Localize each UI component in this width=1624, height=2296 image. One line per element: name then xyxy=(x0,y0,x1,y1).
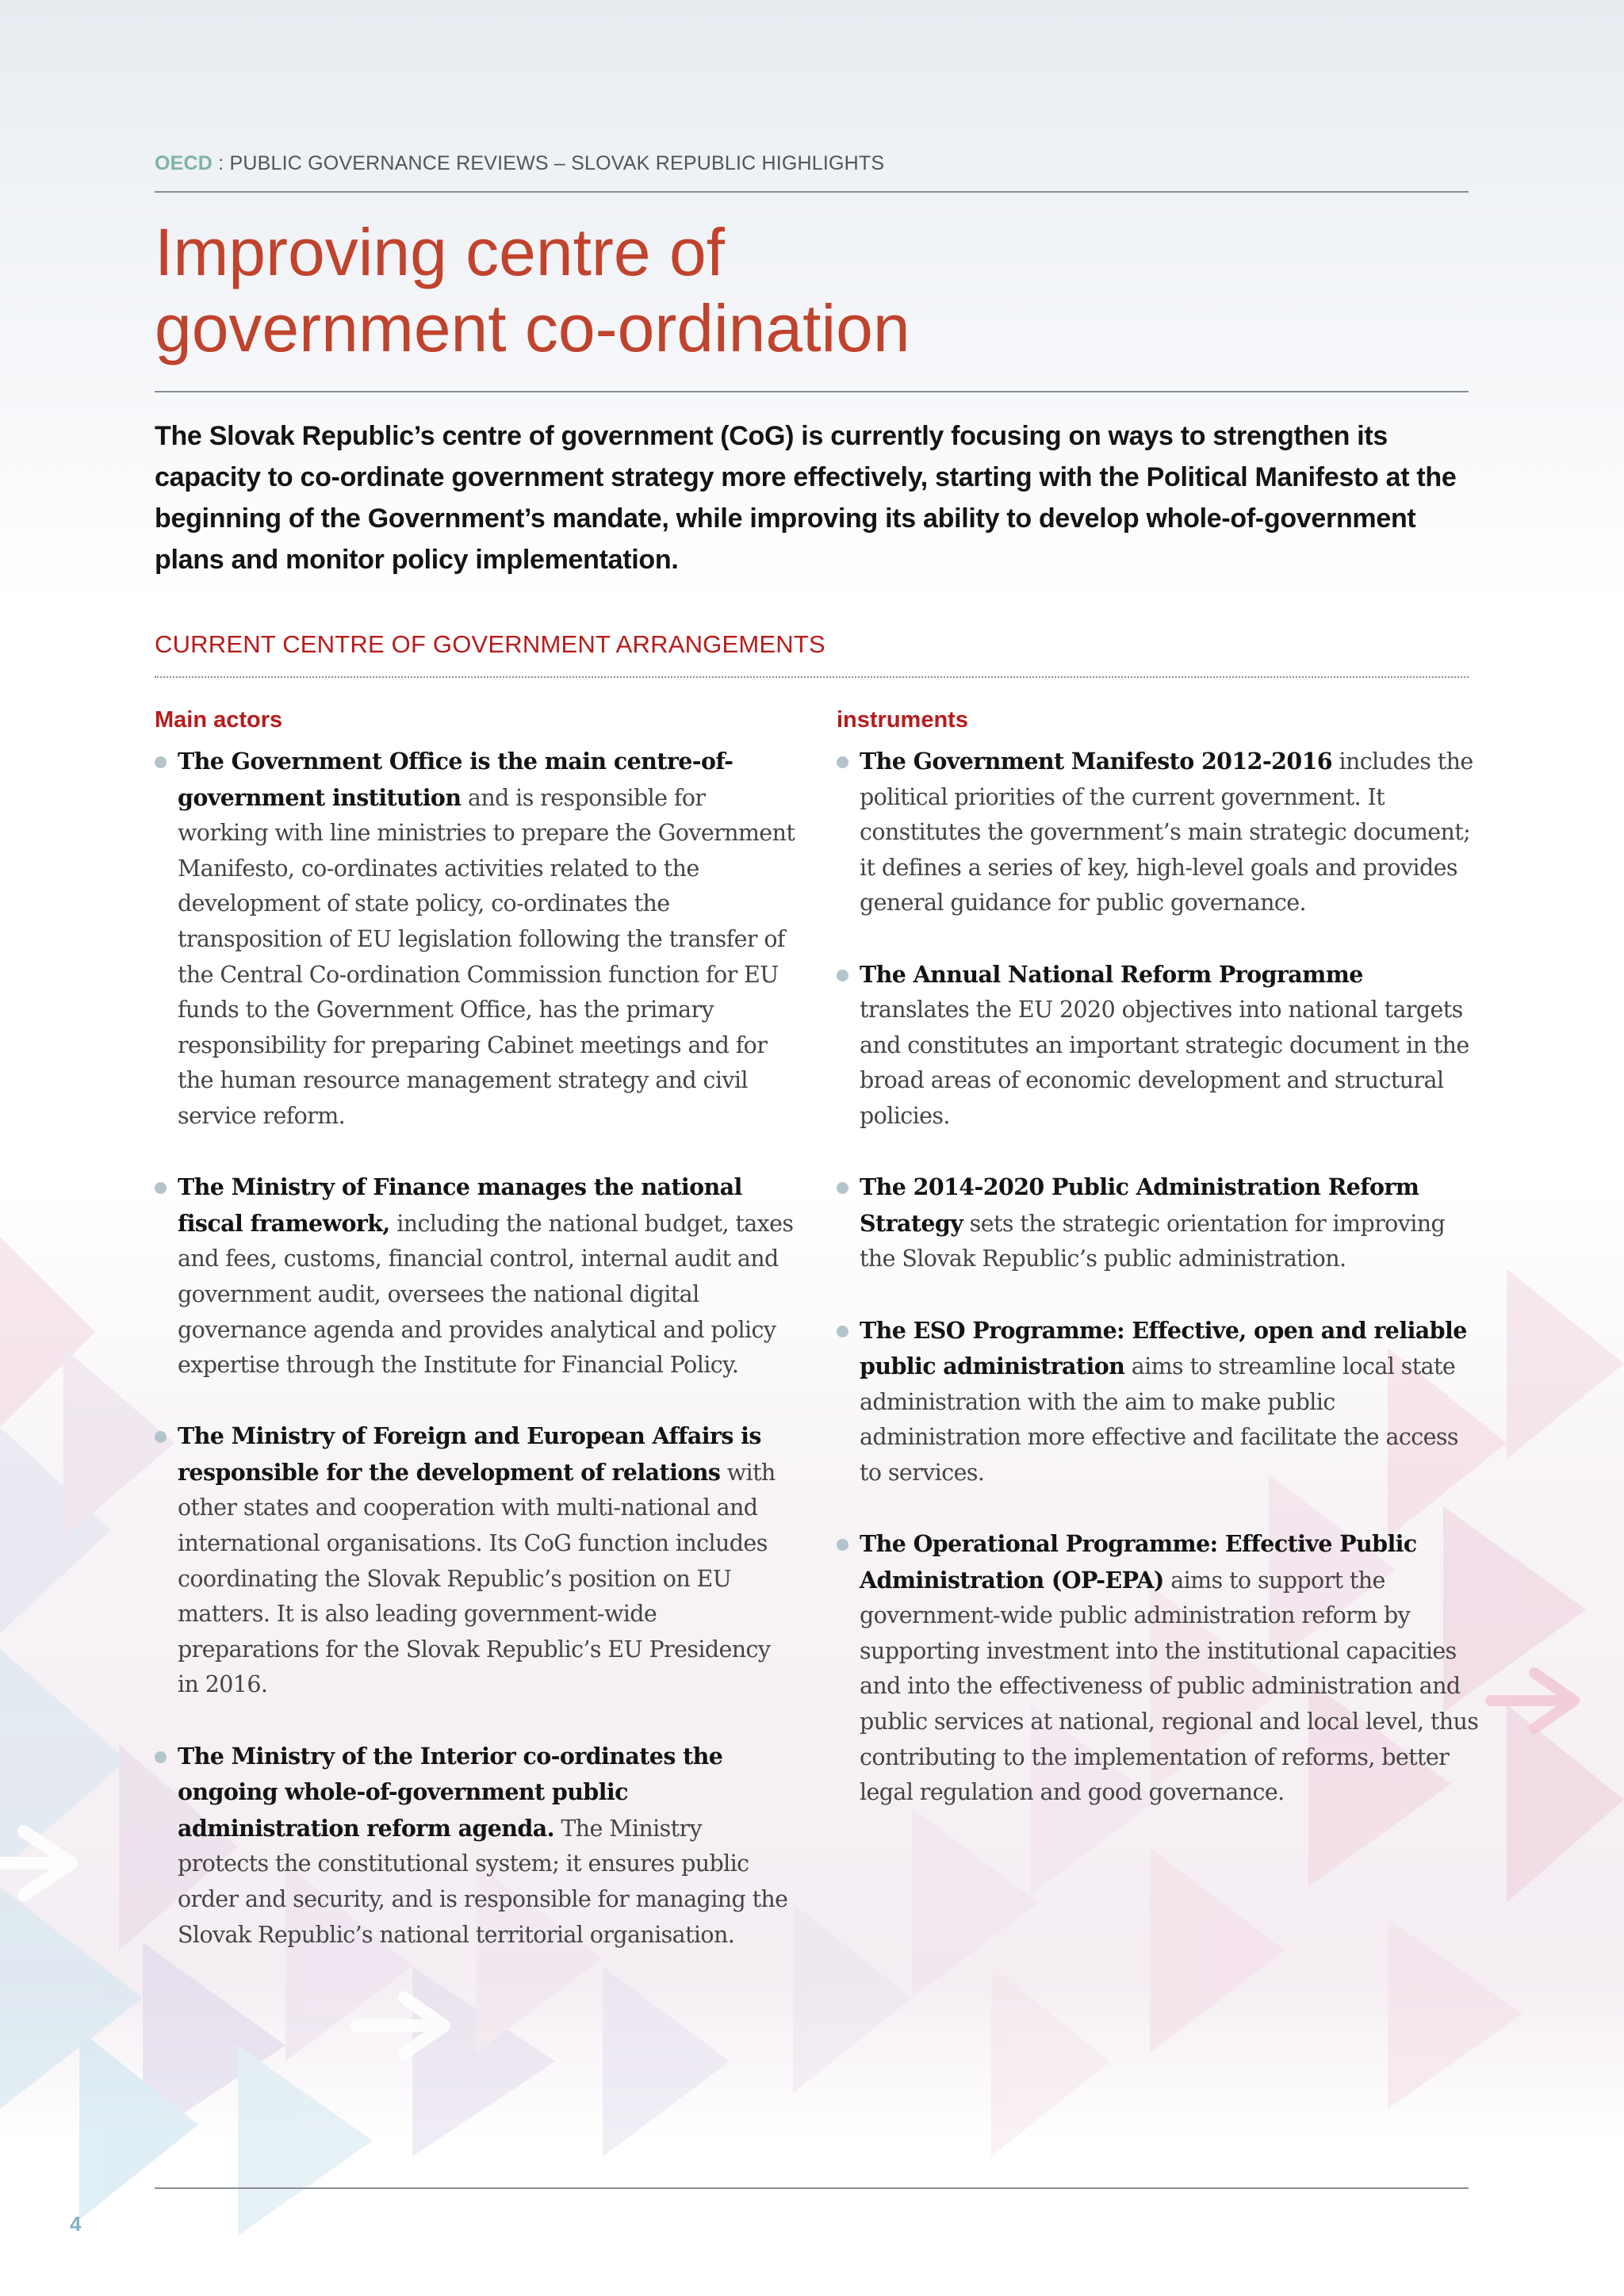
item-lead: The ESO Programme: Effective, open and reliable public administration xyxy=(860,1316,1467,1380)
item-lead: The Government Office is the main centre-of-government institution xyxy=(178,748,733,811)
main-actors-heading: Main actors xyxy=(155,707,283,733)
item-text: The Ministry protects the constitutional system; it ensures public order and security, and is responsible for managing the Slovak Republic’s national territorial organisation. xyxy=(178,1815,788,1948)
item-text: includes the political priorities of the current government. It constitutes the government’s main strategic document; it defines a series of key, high-level goals and provides general guidance for public governance. xyxy=(860,748,1473,916)
item-text: translates the EU 2020 objectives into national targets and constitutes an important strategic document in the broad areas of economic development and structural policies. xyxy=(860,997,1469,1129)
footer-rule xyxy=(155,2187,1469,2189)
intro-paragraph: The Slovak Republic’s centre of government (CoG) is currently focusing on ways to strengthen its capacity to co-ordinate government strategy more effectively, starting with the Political Manifesto at the beginning of the Government’s mandate, while improving its ability to develop whole-of-government plans and monitor policy implementation. xyxy=(155,421,1457,575)
header-text: : PUBLIC GOVERNANCE REVIEWS – SLOVAK REPUBLIC HIGHLIGHTS xyxy=(213,152,885,174)
list-item xyxy=(837,1169,1479,1277)
page-title xyxy=(155,214,1469,366)
bullet-icon xyxy=(837,1182,848,1194)
title-line-1: Improving centre of xyxy=(155,215,726,289)
bullet-icon xyxy=(155,756,167,768)
page-number: 4 xyxy=(70,2212,82,2236)
main-actors-column xyxy=(155,704,797,1988)
bullet-icon xyxy=(155,1751,167,1763)
section-heading: CURRENT CENTRE OF GOVERNMENT ARRANGEMENTS xyxy=(155,630,825,658)
bullet-icon xyxy=(837,970,848,982)
oecd-brand: OECD xyxy=(155,152,213,174)
item-text: aims to streamline local state administration with the aim to make public administration more effective and facilitate the access to services. xyxy=(860,1353,1458,1486)
bullet-icon xyxy=(837,756,848,768)
running-header xyxy=(155,152,1469,175)
title-rule xyxy=(155,391,1469,392)
instruments-column xyxy=(837,704,1479,1846)
item-text: aims to support the government-wide public administration reform by supporting investment into the institutional capacities and into the effectiveness of public administration and public services at national, regional and local level, thus contributing to the implementation of reforms, better legal regulation and good governance. xyxy=(860,1567,1479,1806)
title-line-2: government co-ordination xyxy=(155,291,910,365)
item-lead: The Ministry of the Interior co-ordinates the ongoing whole-of-government public administration reform agenda. xyxy=(178,1742,723,1842)
item-lead: The Ministry of Finance manages the national fiscal framework, xyxy=(178,1173,742,1237)
list-item xyxy=(837,1313,1479,1491)
bullet-icon xyxy=(837,1539,848,1551)
list-item xyxy=(155,744,797,1135)
item-lead: The Annual National Reform Programme xyxy=(860,960,1363,988)
list-item xyxy=(155,1418,797,1703)
item-text: sets the strategic orientation for improving the Slovak Republic’s public administration. xyxy=(860,1210,1446,1272)
item-text: with other states and cooperation with multi-national and international organisations. Its CoG function includes coordinating the Slovak Republic’s position on EU matters. It is also leading government-wide preparations for the Slovak Republic’s EU Presidency in 2016. xyxy=(178,1459,776,1698)
item-lead: The Ministry of Foreign and European Affairs is responsible for the development of relations xyxy=(178,1422,761,1486)
item-lead: The Government Manifesto 2012-2016 xyxy=(860,748,1333,775)
list-item xyxy=(155,1169,797,1383)
item-text: and is responsible for working with line ministries to prepare the Government Manifesto, co-ordinates activities related to the development of state policy, co-ordinates the transposition of EU legislation following the transfer of the Central Co-ordination Commission function for EU funds to the Government Office, has the primary responsibility for preparing Cabinet meetings and for the human resource management strategy and civil service reform. xyxy=(178,784,795,1129)
item-lead: The 2014-2020 Public Administration Reform Strategy xyxy=(860,1173,1419,1237)
list-item xyxy=(837,1526,1479,1811)
bullet-icon xyxy=(155,1431,167,1443)
section-divider xyxy=(155,676,1469,678)
list-item xyxy=(837,744,1479,921)
list-item xyxy=(155,1739,797,1954)
list-item xyxy=(837,957,1479,1135)
bullet-icon xyxy=(155,1182,167,1194)
bullet-icon xyxy=(837,1326,848,1337)
item-lead: The Operational Programme: Effective Public Administration (OP-EPA) xyxy=(860,1530,1417,1594)
item-text: including the national budget, taxes and fees, customs, financial control, internal audit and government audit, oversees the national digital governance agenda and provides analytical and policy expertise through the Institute for Financial Policy. xyxy=(178,1210,794,1379)
header-rule xyxy=(155,191,1469,193)
instruments-heading: instruments xyxy=(837,707,968,733)
